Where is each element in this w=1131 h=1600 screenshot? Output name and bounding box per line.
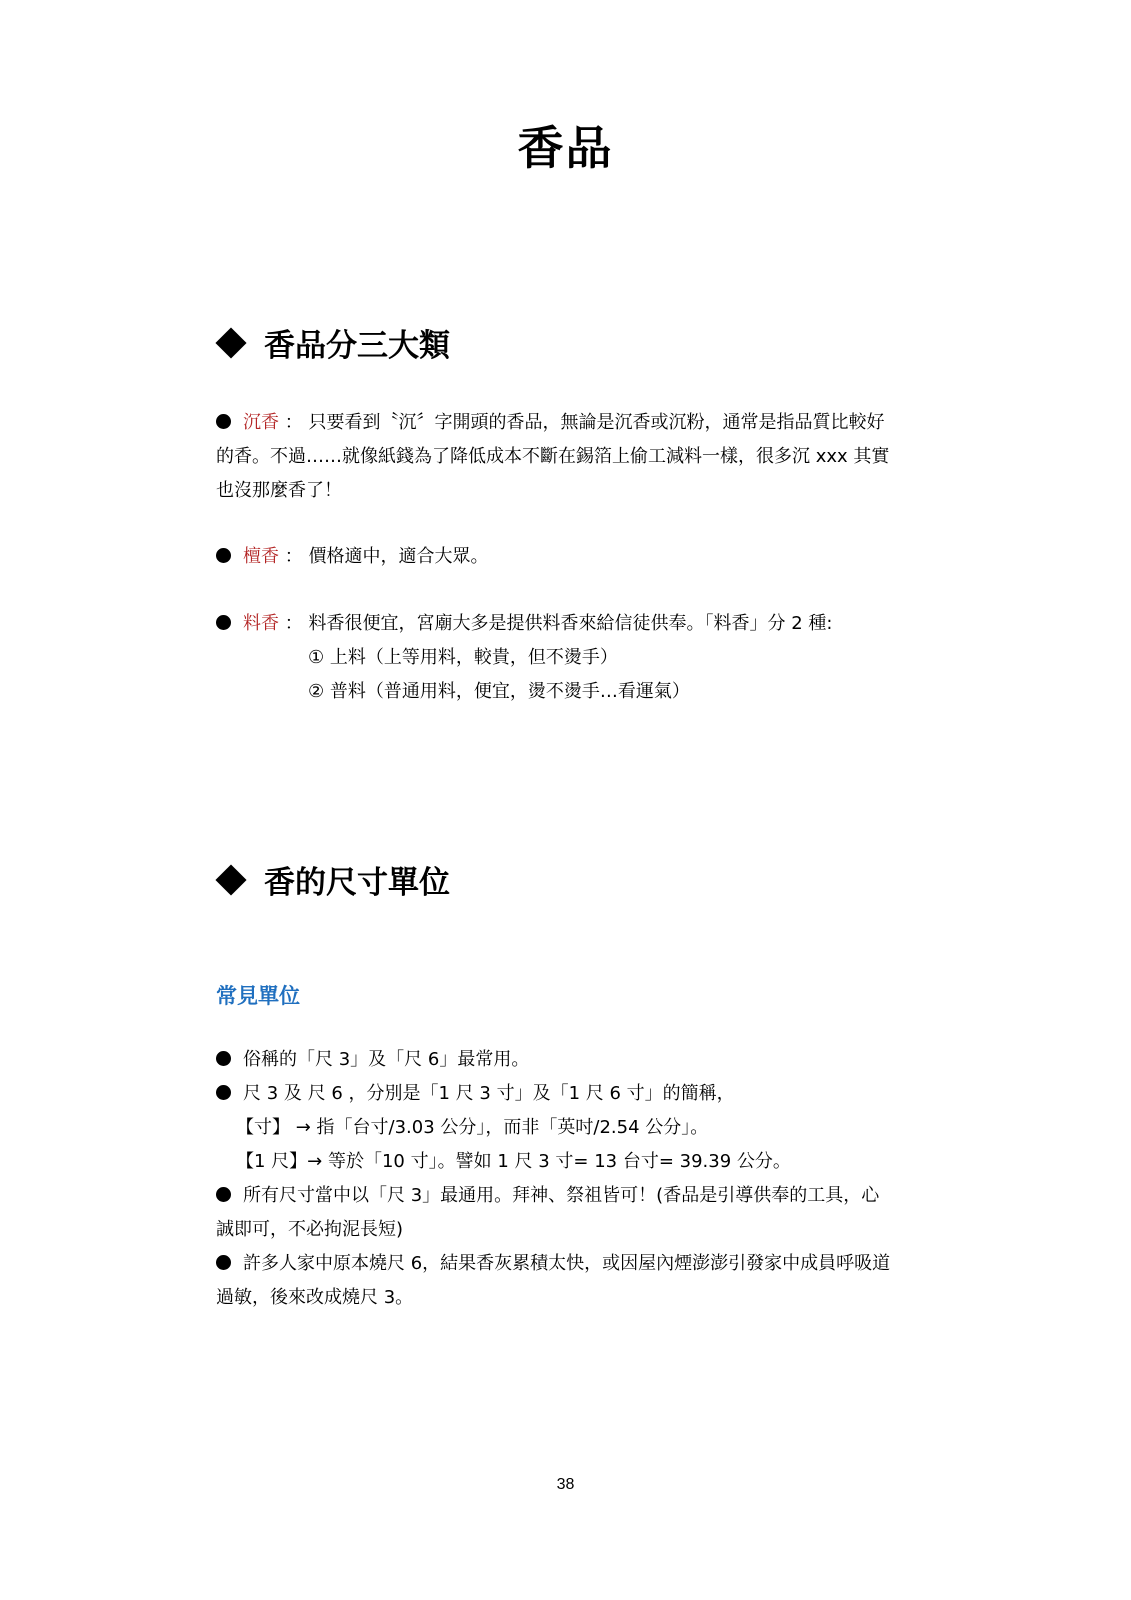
diamond-bullet-icon [215, 864, 246, 895]
section-heading-sizes [216, 857, 450, 902]
list-item-liaoxiang [216, 607, 916, 709]
bullet-icon [216, 1085, 231, 1100]
section-heading-text: 香的尺寸單位 [264, 865, 450, 901]
page-number: 38 [556, 1476, 575, 1493]
list-text-chi: 【1 尺】→ 等於「10 寸」。譬如 1 尺 3 寸= 13 台寸= 39.39 公分。 [236, 1151, 791, 1172]
item-text-line: 的香。不過……就像紙錢為了降低成本不斷在錫箔上偷工減料一樣，很多沉 xxx 其實 [216, 446, 890, 467]
diamond-bullet-icon [215, 327, 246, 358]
bullet-icon [216, 548, 231, 563]
list-text-line: 過敏，後來改成燒尺 3。 [216, 1287, 414, 1308]
list-text-line: 誠即可，不必拘泥長短) [216, 1219, 404, 1240]
item-name: 檀香 [243, 546, 279, 567]
item-text-line: 也沒那麼香了！ [216, 480, 342, 501]
section-heading-text: 香品分三大類 [264, 328, 450, 364]
item-separator: ： [284, 412, 303, 433]
page-title: 香品 [517, 121, 614, 175]
list-text-cun: 【寸】 → 指「台寸/3.03 公分」，而非「英吋/2.54 公分」。 [236, 1117, 709, 1138]
item-text: 料香很便宜，宮廟大多是提供料香來給信徒供奉。「料香」分 2 種: [308, 613, 833, 634]
bullet-icon [216, 1187, 231, 1202]
list-text: 所有尺寸當中以「尺 3」最通用。拜神、祭祖皆可！(香品是引導供奉的工具，心 [243, 1185, 880, 1206]
item-name: 料香 [243, 613, 279, 634]
section-heading-categories [216, 320, 450, 365]
list-item-tanxiang [216, 540, 916, 574]
list-item-chenxiang [216, 406, 916, 508]
item-separator: ： [284, 546, 303, 567]
subheading-common-units: 常見單位 [216, 984, 300, 1008]
bullet-icon [216, 414, 231, 429]
item-text: 價格適中，適合大眾。 [308, 546, 489, 567]
bullet-icon [216, 1051, 231, 1066]
item-name: 沉香 [243, 412, 279, 433]
list-text: 俗稱的「尺 3」及「尺 6」最常用。 [243, 1049, 530, 1070]
units-list [216, 1043, 916, 1315]
sub-item-shangliao: ① 上料（上等用料，較貴，但不燙手） [308, 647, 618, 668]
item-text: 只要看到〝沉〞字開頭的香品，無論是沉香或沉粉，通常是指品質比較好 [308, 412, 885, 433]
bullet-icon [216, 1255, 231, 1270]
bullet-icon [216, 615, 231, 630]
list-text: 尺 3 及 尺 6 ，分別是「1 尺 3 寸」及「1 尺 6 寸」的簡稱， [243, 1083, 735, 1104]
item-separator: ： [284, 613, 303, 634]
sub-item-puliao: ② 普料（普通用料，便宜，燙不燙手…看運氣） [308, 681, 690, 702]
list-text: 許多人家中原本燒尺 6，結果香灰累積太快，或因屋內煙澎澎引發家中成員呼吸道 [243, 1253, 891, 1274]
